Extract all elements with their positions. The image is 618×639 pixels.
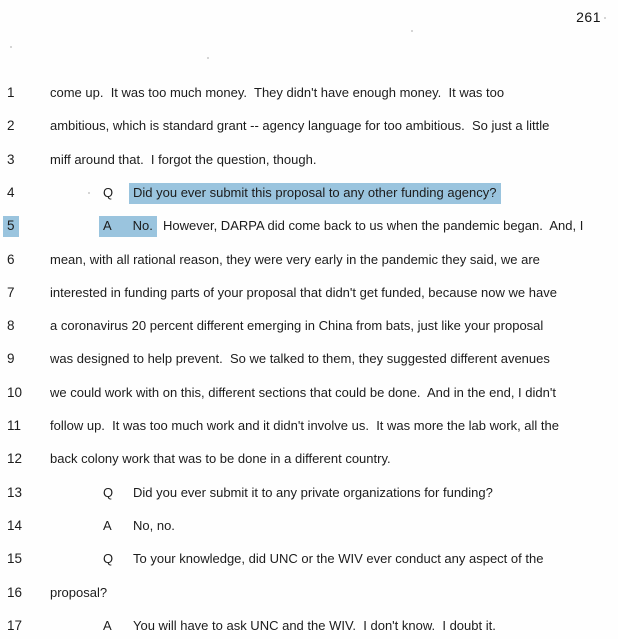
- transcript-line: [0, 584, 618, 604]
- line-number: 12: [7, 451, 23, 467]
- speaker-label: Q: [103, 484, 114, 500]
- transcript-line: [0, 384, 618, 404]
- transcript-line: [0, 84, 618, 104]
- line-text: a coronavirus 20 percent different emerging in China from bats, just like your proposal: [50, 318, 544, 334]
- scan-artifact: [604, 17, 606, 19]
- transcript-line: [0, 284, 618, 304]
- line-number: 6: [7, 251, 15, 267]
- transcript-line: [0, 550, 618, 570]
- line-text: No, no.: [133, 517, 175, 533]
- line-text: However, DARPA did come back to us when the pandemic began. And, I: [163, 218, 584, 234]
- line-number: 16: [7, 584, 23, 600]
- speaker-label: Q: [103, 551, 114, 567]
- line-text: back colony work that was to be done in a different country.: [50, 451, 391, 467]
- highlighted-text: A No.: [99, 216, 157, 237]
- line-number: 10: [7, 384, 23, 400]
- transcript-line: [0, 517, 618, 537]
- line-number: 17: [7, 617, 23, 633]
- line-number: 3: [7, 151, 15, 167]
- transcript-line: [0, 450, 618, 470]
- line-number: 1: [7, 85, 15, 100]
- transcript-line: [0, 484, 618, 504]
- line-text: miff around that. I forgot the question, though.: [50, 151, 317, 167]
- scan-artifact: [10, 46, 12, 48]
- scan-artifact: [411, 30, 413, 32]
- line-text: You will have to ask UNC and the WIV. I don't know. I doubt it.: [133, 617, 496, 633]
- transcript-line: [0, 117, 618, 137]
- highlighted-text: Did you ever submit this proposal to any other funding agency?: [129, 183, 501, 204]
- transcript-line: [0, 417, 618, 437]
- line-text: ambitious, which is standard grant -- agency language for too ambitious. So just a little: [50, 118, 550, 134]
- transcript-line: [0, 217, 618, 237]
- line-text: Did you ever submit it to any private organizations for funding?: [133, 484, 493, 500]
- transcript-line: [0, 317, 618, 337]
- speaker-label: A: [103, 617, 112, 633]
- line-number: 4: [7, 184, 15, 200]
- line-number: 2: [7, 118, 15, 134]
- line-text: come up. It was too much money. They didn't have enough money. It was too: [50, 85, 505, 100]
- speaker-label: A: [103, 517, 112, 533]
- line-number: 15: [7, 551, 23, 567]
- transcript-line: [0, 617, 618, 637]
- line-text: follow up. It was too much work and it didn't involve us. It was more the lab work, all the: [50, 418, 559, 433]
- transcript-line: [0, 350, 618, 370]
- transcript-line: [0, 184, 618, 204]
- line-number-highlighted: 5: [3, 216, 19, 237]
- line-text: was designed to help prevent. So we talked to them, they suggested different avenues: [50, 351, 550, 367]
- line-number: 8: [7, 318, 15, 334]
- line-text: To your knowledge, did UNC or the WIV ever conduct any aspect of the: [133, 551, 544, 567]
- line-number: 13: [7, 484, 23, 500]
- transcript-line: [0, 251, 618, 271]
- speaker-label: Q: [103, 184, 114, 200]
- line-text: we could work with on this, different sections that could be done. And in the end, I didn't: [50, 384, 556, 400]
- line-number: 14: [7, 517, 23, 533]
- scan-artifact: [207, 57, 209, 59]
- line-number: 9: [7, 351, 15, 367]
- transcript-line: [0, 151, 618, 171]
- line-number: 7: [7, 284, 15, 300]
- page-number: 261: [576, 9, 601, 25]
- line-text: proposal?: [50, 584, 108, 600]
- scan-artifact: [88, 192, 90, 194]
- line-text: mean, with all rational reason, they were very early in the pandemic they said, we are: [50, 251, 540, 267]
- line-text: interested in funding parts of your proposal that didn't get funded, because now we have: [50, 284, 557, 300]
- line-number: 11: [7, 418, 22, 433]
